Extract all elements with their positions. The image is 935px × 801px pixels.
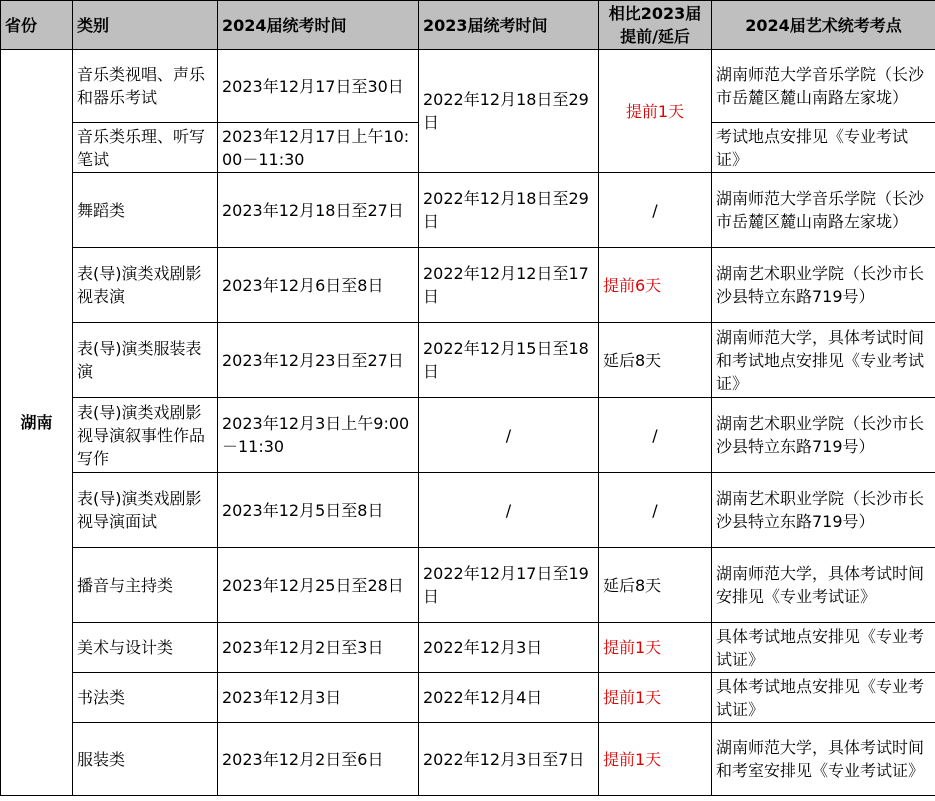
time-2024-cell: 2023年12月2日至6日 [218, 723, 419, 796]
compare-cell: / [599, 173, 712, 248]
venue-cell: 具体考试地点安排见《专业考试证》 [712, 623, 935, 673]
header-compare: 相比2023届提前/延后 [599, 1, 712, 50]
venue-cell: 考试地点安排见《专业考试证》 [712, 123, 935, 173]
time-2024-cell: 2023年12月3日上午9:00－11:30 [218, 398, 419, 473]
time-2023-cell: 2022年12月3日至7日 [419, 723, 599, 796]
table-row [1, 248, 935, 323]
table-row [1, 398, 935, 473]
table-row [1, 473, 935, 548]
category-cell: 表(导)演类戏剧影视表演 [73, 248, 218, 323]
category-cell: 表(导)演类戏剧影视导演面试 [73, 473, 218, 548]
header-time-2024: 2024届统考时间 [218, 1, 419, 50]
venue-cell: 湖南师范大学，具体考试时间和考试地点安排见《专业考试证》 [712, 323, 935, 398]
time-2023-cell: / [419, 473, 599, 548]
header-row [1, 1, 935, 50]
venue-cell: 湖南师范大学音乐学院（长沙市岳麓区麓山南路左家垅） [712, 50, 935, 123]
compare-cell: / [599, 398, 712, 473]
category-cell: 音乐类乐理、听写笔试 [73, 123, 218, 173]
time-2023-cell: 2022年12月18日至29日 [419, 173, 599, 248]
province-cell: 湖南 [1, 50, 73, 796]
venue-cell: 湖南艺术职业学院（长沙市长沙县特立东路719号） [712, 248, 935, 323]
table-row [1, 548, 935, 623]
time-2024-cell: 2023年12月23日至27日 [218, 323, 419, 398]
time-2023-cell: 2022年12月15日至18日 [419, 323, 599, 398]
category-cell: 美术与设计类 [73, 623, 218, 673]
venue-cell: 湖南师范大学音乐学院（长沙市岳麓区麓山南路左家垅） [712, 173, 935, 248]
compare-cell: 延后8天 [599, 323, 712, 398]
time-2023-cell: / [419, 398, 599, 473]
category-cell: 表(导)演类服装表演 [73, 323, 218, 398]
category-cell: 舞蹈类 [73, 173, 218, 248]
venue-cell: 湖南师范大学，具体考试时间安排见《专业考试证》 [712, 548, 935, 623]
venue-cell: 湖南艺术职业学院（长沙市长沙县特立东路719号） [712, 473, 935, 548]
compare-cell: 提前1天 [599, 723, 712, 796]
time-2024-cell: 2023年12月6日至8日 [218, 248, 419, 323]
category-cell: 音乐类视唱、声乐和器乐考试 [73, 50, 218, 123]
category-cell: 表(导)演类戏剧影视导演叙事性作品写作 [73, 398, 218, 473]
table-row [1, 623, 935, 673]
time-2024-cell: 2023年12月18日至27日 [218, 173, 419, 248]
venue-cell: 湖南师范大学，具体考试时间和考室安排见《专业考试证》 [712, 723, 935, 796]
compare-cell: 提前1天 [599, 673, 712, 723]
table-row [1, 673, 935, 723]
time-2023-cell: 2022年12月18日至29日 [419, 50, 599, 173]
table-row [1, 50, 935, 123]
table-row [1, 723, 935, 796]
category-cell: 播音与主持类 [73, 548, 218, 623]
category-cell: 书法类 [73, 673, 218, 723]
header-province: 省份 [1, 1, 73, 50]
time-2024-cell: 2023年12月3日 [218, 673, 419, 723]
compare-cell: / [599, 473, 712, 548]
compare-cell: 提前1天 [599, 50, 712, 173]
time-2024-cell: 2023年12月17日上午10:00－11:30 [218, 123, 419, 173]
time-2024-cell: 2023年12月25日至28日 [218, 548, 419, 623]
time-2024-cell: 2023年12月5日至8日 [218, 473, 419, 548]
compare-cell: 提前6天 [599, 248, 712, 323]
compare-cell: 延后8天 [599, 548, 712, 623]
venue-cell: 湖南艺术职业学院（长沙市长沙县特立东路719号） [712, 398, 935, 473]
time-2023-cell: 2022年12月12日至17日 [419, 248, 599, 323]
venue-cell: 具体考试地点安排见《专业考试证》 [712, 673, 935, 723]
table-row [1, 173, 935, 248]
header-venue: 2024届艺术统考考点 [712, 1, 935, 50]
time-2023-cell: 2022年12月3日 [419, 623, 599, 673]
time-2024-cell: 2023年12月17日至30日 [218, 50, 419, 123]
category-cell: 服装类 [73, 723, 218, 796]
time-2023-cell: 2022年12月17日至19日 [419, 548, 599, 623]
time-2024-cell: 2023年12月2日至3日 [218, 623, 419, 673]
compare-cell: 提前1天 [599, 623, 712, 673]
table-row [1, 323, 935, 398]
header-time-2023: 2023届统考时间 [419, 1, 599, 50]
header-category: 类别 [73, 1, 218, 50]
time-2023-cell: 2022年12月4日 [419, 673, 599, 723]
